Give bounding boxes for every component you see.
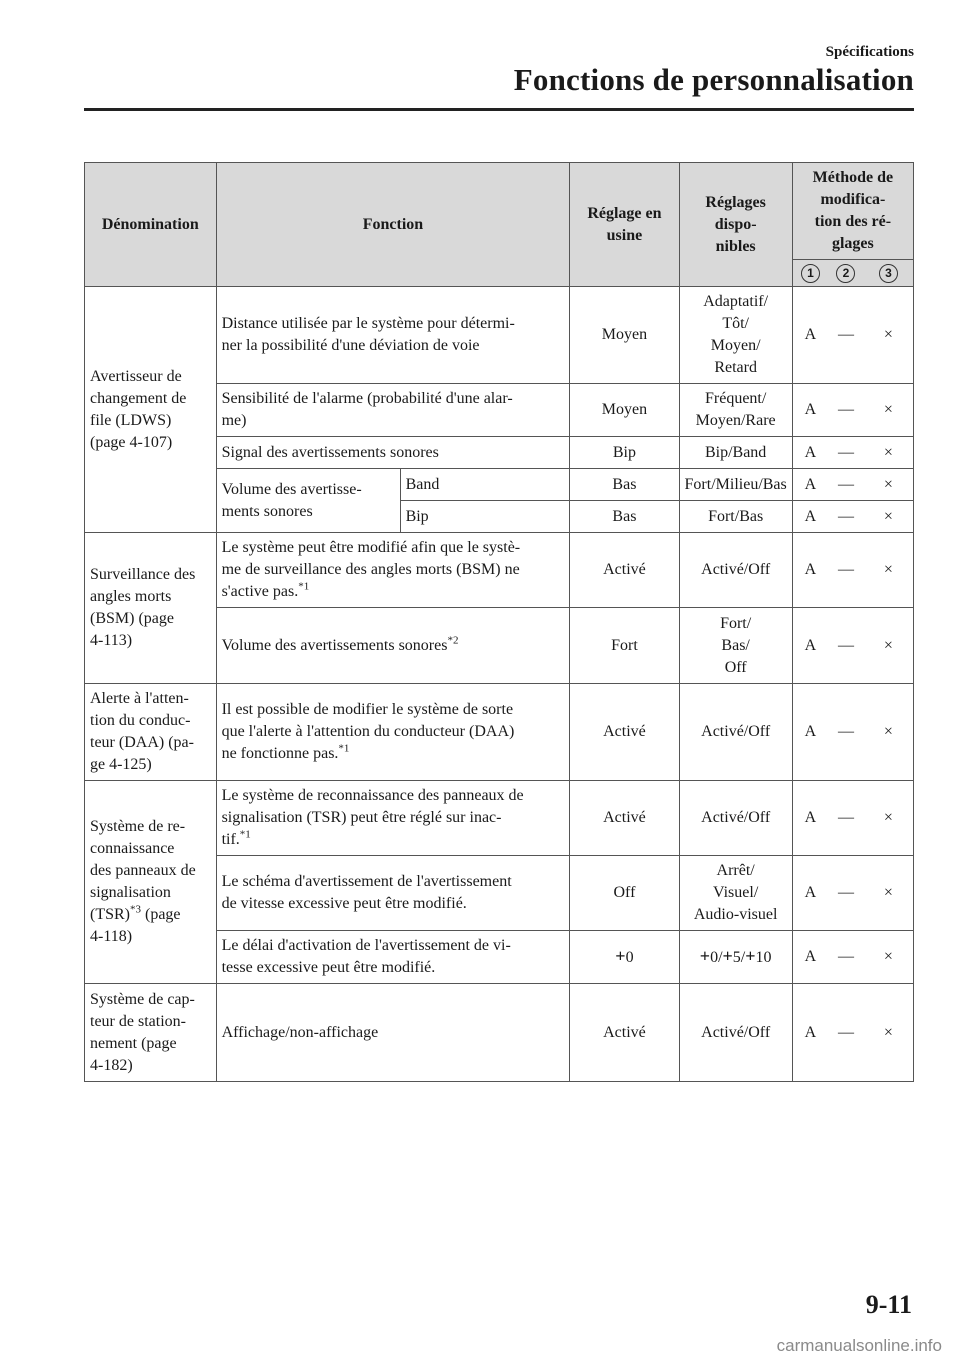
dash-icon: —	[828, 781, 864, 856]
table-row	[85, 684, 914, 781]
feature-name-parking: Système de cap- teur de station- nement (page 4-182)	[85, 984, 217, 1082]
feature-name-tsr: Système de re- connaissance des panneaux de signalisation (TSR)$^{*3}$ (page 4-118)	[85, 781, 217, 984]
col-name: Dénomination	[85, 163, 217, 287]
cross-icon: ×	[864, 437, 914, 469]
method-1-value: A	[792, 856, 828, 931]
table-row	[85, 781, 914, 856]
factory-value: Bas	[570, 501, 679, 533]
dash-icon: —	[828, 469, 864, 501]
method-3-badge: 3	[879, 264, 898, 283]
function-text: Distance utilisée par le système pour détermi- ner la possibilité d'une déviation de voie	[216, 287, 570, 384]
factory-value: Off	[570, 856, 679, 931]
table-row	[85, 984, 914, 1082]
feature-name-daa: Alerte à l'atten- tion du conduc- teur (DAA) (pa- ge 4-125)	[85, 684, 217, 781]
method-1-value: A	[792, 287, 828, 384]
function-text: Volume des avertissements sonores$^{*2}$	[216, 608, 570, 684]
page-title: Fonctions de personnalisation	[513, 62, 914, 97]
available-values: Activé/Off	[679, 984, 792, 1082]
available-values: Fort/ Bas/ Off	[679, 608, 792, 684]
function-text: Volume des avertisse- ments sonores	[216, 469, 400, 533]
function-text: Le système de reconnaissance des panneaux de signalisation (TSR) peut être réglé sur inac- tif.$^{*1}$	[216, 781, 570, 856]
feature-name-bsm: Surveillance des angles morts (BSM) (page 4-113)	[85, 533, 217, 684]
method-1-value: A	[792, 984, 828, 1082]
method-1-value: A	[792, 781, 828, 856]
cross-icon: ×	[864, 533, 914, 608]
method-1-value: A	[792, 501, 828, 533]
plus-icon: +	[745, 946, 756, 966]
factory-value: Moyen	[570, 384, 679, 437]
table-row	[85, 287, 914, 384]
feature-name-ldws: Avertisseur de changement de file (LDWS) (page 4-107)	[85, 287, 217, 533]
function-text: Le schéma d'avertissement de l'avertissement de vitesse excessive peut être modifié.	[216, 856, 570, 931]
available-values: Activé/Off	[679, 533, 792, 608]
plus-icon: +	[699, 946, 711, 966]
factory-value: Activé	[570, 684, 679, 781]
available-values: Activé/Off	[679, 684, 792, 781]
method-1-value: A	[792, 608, 828, 684]
dash-icon: —	[828, 437, 864, 469]
dash-icon: —	[828, 931, 864, 984]
function-text: Le système peut être modifié afin que le systè- me de surveillance des angles morts (BSM) ne s'active pas.$^{*1}$	[216, 533, 570, 608]
dash-icon: —	[828, 384, 864, 437]
factory-value: Fort	[570, 608, 679, 684]
watermark: carmanualsonline.info	[776, 1336, 942, 1355]
available-values: Adaptatif/ Tôt/ Moyen/ Retard	[679, 287, 792, 384]
method-1-value: A	[792, 931, 828, 984]
factory-value: Activé	[570, 533, 679, 608]
col-function: Fonction	[216, 163, 570, 287]
factory-value: +0	[570, 931, 679, 984]
method-1-badge: 1	[801, 264, 820, 283]
factory-value: Activé	[570, 781, 679, 856]
method-1-value: A	[792, 533, 828, 608]
dash-icon: —	[828, 501, 864, 533]
cross-icon: ×	[864, 501, 914, 533]
available-values: Activé/Off	[679, 781, 792, 856]
dash-icon: —	[828, 608, 864, 684]
method-1-value: A	[792, 384, 828, 437]
method-1-value: A	[792, 684, 828, 781]
cross-icon: ×	[864, 931, 914, 984]
plus-icon: +	[722, 946, 733, 966]
factory-value: Activé	[570, 984, 679, 1082]
cross-icon: ×	[864, 608, 914, 684]
available-values: Arrêt/ Visuel/ Audio-visuel	[679, 856, 792, 931]
method-1-value: A	[792, 437, 828, 469]
page-number: 9-11	[865, 1290, 912, 1319]
available-values: Fréquent/ Moyen/Rare	[679, 384, 792, 437]
header-row	[85, 163, 914, 260]
function-text: Sensibilité de l'alarme (probabilité d'une alar- me)	[216, 384, 570, 437]
dash-icon: —	[828, 533, 864, 608]
cross-icon: ×	[864, 384, 914, 437]
function-text: Signal des avertissements sonores	[216, 437, 570, 469]
dash-icon: —	[828, 287, 864, 384]
cross-icon: ×	[864, 287, 914, 384]
col-available: Réglages dispo- nibles	[679, 163, 792, 287]
dash-icon: —	[828, 984, 864, 1082]
cross-icon: ×	[864, 469, 914, 501]
section-label: Spécifications	[825, 44, 914, 60]
sub-option: Band	[400, 469, 570, 501]
sub-option: Bip	[400, 501, 570, 533]
function-text: Il est possible de modifier le système de sorte que l'alerte à l'attention du conducteur (DAA) ne fonctionne pas.$^{*1}$	[216, 684, 570, 781]
cross-icon: ×	[864, 684, 914, 781]
customization-table	[84, 162, 914, 1082]
available-values: Fort/Bas	[679, 501, 792, 533]
method-1-value: A	[792, 469, 828, 501]
available-values: Bip/Band	[679, 437, 792, 469]
available-values: +0/+5/+10	[679, 931, 792, 984]
dash-icon: —	[828, 684, 864, 781]
factory-value: Bip	[570, 437, 679, 469]
available-values: Fort/Milieu/Bas	[679, 469, 792, 501]
plus-icon: +	[615, 946, 626, 966]
cross-icon: ×	[864, 984, 914, 1082]
factory-value: Bas	[570, 469, 679, 501]
table-row	[85, 533, 914, 608]
col-method: Méthode de modifica- tion des ré- glages	[792, 163, 913, 260]
factory-value: Moyen	[570, 287, 679, 384]
cross-icon: ×	[864, 781, 914, 856]
dash-icon: —	[828, 856, 864, 931]
cross-icon: ×	[864, 856, 914, 931]
header-rule	[84, 108, 914, 111]
method-2-badge: 2	[836, 264, 855, 283]
function-text: Affichage/non-affichage	[216, 984, 570, 1082]
col-factory: Réglage en usine	[570, 163, 679, 287]
function-text: Le délai d'activation de l'avertissement de vi- tesse excessive peut être modifié.	[216, 931, 570, 984]
